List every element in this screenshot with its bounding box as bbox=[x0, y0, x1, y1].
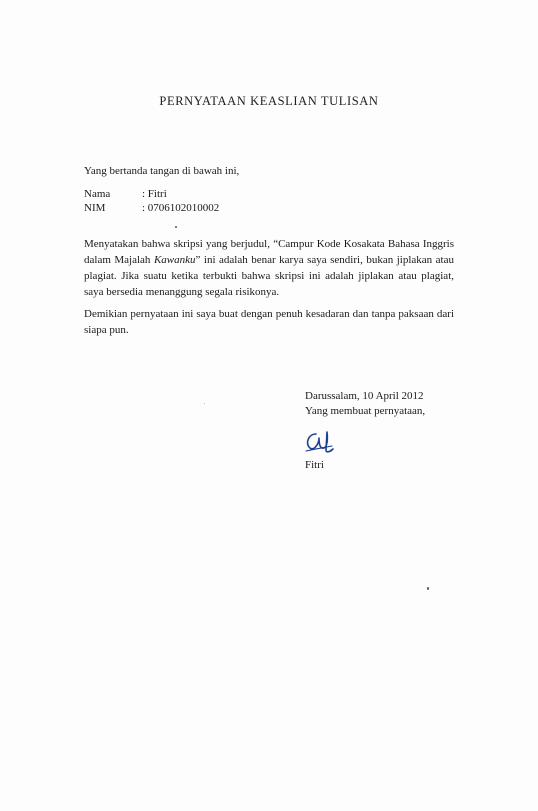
document-title: PERNYATAAN KEASLIAN TULISAN bbox=[159, 94, 379, 108]
statement-text-start: Menyatakan bahwa skripsi yang berjudul, “Campur Kode Kosakata Bahasa Inggris dalam Majalah bbox=[84, 238, 454, 266]
scan-speck bbox=[427, 587, 429, 590]
identity-value-name: : Fitri bbox=[142, 188, 167, 200]
identity-label-name: Nama bbox=[84, 188, 111, 200]
identity-value-nim: : 0706102010002 bbox=[142, 202, 220, 214]
closing-paragraph: Demikian pernyataan ini saya buat dengan penuh kesadaran dan tanpa paksaan dari siapa pun. bbox=[84, 308, 454, 336]
identity-label-nim: NIM bbox=[84, 202, 106, 214]
statement-text-end: ” ini adalah benar karya saya sendiri, bukan jiplakan atau plagiat. Jika suatu ketika terbukti bahwa skripsi ini adalah jiplakan atau plagiat, saya bersedia menanggung segala risikonya. bbox=[84, 254, 454, 298]
identity-row-name bbox=[84, 187, 219, 201]
magazine-title: Kawanku bbox=[153, 254, 196, 266]
signer-name: Fitri bbox=[305, 459, 324, 471]
identity-row-nim bbox=[84, 201, 219, 215]
scan-speck bbox=[204, 403, 205, 404]
place-date: Darussalam, 10 April 2012 bbox=[305, 390, 424, 402]
intro-text: Yang bertanda tangan di bawah ini, bbox=[84, 165, 240, 177]
statement-maker-label: Yang membuat pernyataan, bbox=[305, 405, 426, 417]
signature-block bbox=[305, 389, 425, 419]
statement-paragraph bbox=[84, 236, 454, 300]
handwritten-signature bbox=[302, 428, 336, 456]
scan-speck bbox=[175, 226, 177, 228]
identity-block bbox=[84, 187, 219, 215]
